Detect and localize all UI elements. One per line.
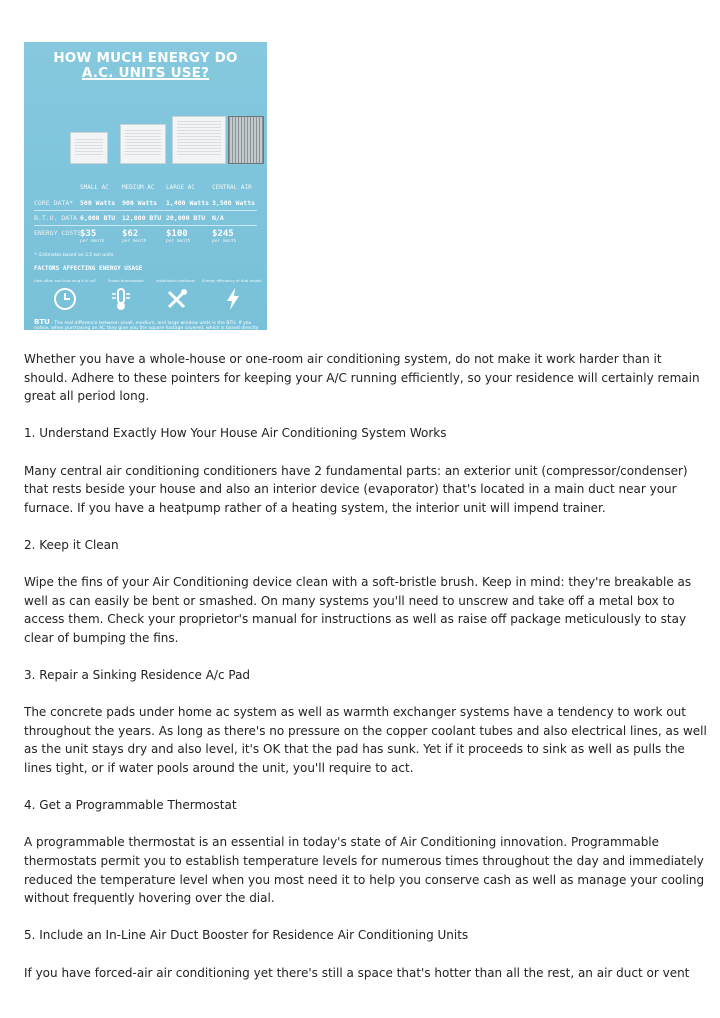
row-divider (34, 210, 257, 211)
large-ac-unit-icon (172, 116, 226, 164)
clock-icon (52, 286, 78, 312)
central-air-unit-icon (228, 116, 264, 164)
medium-ac-unit-icon (120, 124, 166, 164)
paragraph: The concrete pads under home ac system as well as warmth exchanger systems have a tendency to work out throughout the years. As long as there's no pressure on the copper coolant tubes and also electrical lines, as well as the unit stays dry and also level, it's OK that the pad has sunk. Yet if it proceeds to sink as well as pulls the lines tight, or if water pools around the unit, you'll require to act. (24, 705, 707, 776)
row-value: 6,000 BTU (80, 214, 116, 222)
factor-label: Installation methods (156, 278, 195, 283)
row-value: $245 per month (212, 229, 237, 244)
row-value: $35 per month (80, 229, 105, 244)
column-header-small: SMALL AC (80, 184, 109, 191)
factor-label: How often and how long it is on? (34, 278, 97, 283)
row-value: 12,000 BTU (122, 214, 162, 222)
lightning-icon (220, 286, 246, 312)
footnote-btu: BTU - The real difference between small, medium, and large window units is the BTU. If you notice, when purchasing an AC they give you the square footage covered, which is based directly (34, 318, 259, 330)
small-ac-unit-icon (70, 132, 108, 164)
factors-title: FACTORS AFFECTING ENERGY USAGE (34, 265, 143, 272)
row-label: ENERGY COSTS (34, 229, 81, 237)
infographic-title-line2: A.C. UNITS USE? (81, 65, 210, 81)
row-value: 3,500 Watts (212, 199, 256, 207)
ac-energy-infographic (24, 42, 267, 330)
paragraph: If you have forced-air air conditioning yet there's still a space that's hotter than all the rest, an air duct or vent (24, 965, 690, 980)
estimate-note: *- Estimates based on 3.5 ton units (34, 253, 114, 258)
row-divider (34, 225, 257, 226)
intro-paragraph: Whether you have a whole-house or one-room air conditioning system, do not make it work harder than it should. Adhere to these pointers for keeping your A/C running efficiently, so your residence will certainly remain great all period long. (24, 352, 700, 404)
row-label: CORE DATA* (34, 199, 74, 207)
paragraph: A programmable thermostat is an essential in today's state of Air Conditioning innovation. Programmable thermostats permit you to establish temperature levels for numerous times throughout the day and immediately reduced the temperature level when you most need it to help you conserve cash as well as manage your cooling without frequently hovering over the dial. (24, 835, 705, 906)
tools-icon (164, 286, 190, 312)
section-heading: 4. Get a Programmable Thermostat (24, 798, 237, 813)
column-header-large: LARGE AC (166, 184, 195, 191)
row-value: 20,000 BTU (166, 214, 206, 222)
row-label: B.T.U. DATA (34, 214, 78, 222)
infographic-title (24, 51, 267, 81)
row-value: N/A (212, 214, 224, 222)
ac-unit-illustrations (24, 108, 267, 180)
column-header-medium: MEDIUM AC (122, 184, 155, 191)
factor-label: Energy efficiency of that model (202, 278, 262, 283)
section-heading: 3. Repair a Sinking Residence A/c Pad (24, 668, 251, 683)
column-header-central: CENTRAL AIR (212, 184, 252, 191)
section-heading: 5. Include an In-Line Air Duct Booster for Residence Air Conditioning Units (24, 928, 469, 943)
row-value: 500 Watts (80, 199, 116, 207)
paragraph: Wipe the fins of your Air Conditioning device clean with a soft-bristle brush. Keep in mind: they're breakable as well as can easily be bent or smashed. On many systems you'll need to unscrew and take off a metal box to access them. Check your proprietor's manual for instructions as well as raise off package meticulously to stay clear of bumping the fins. (24, 575, 692, 645)
factor-label: Smart thermostats (108, 278, 144, 283)
row-value: 900 Watts (122, 199, 158, 207)
section-heading: 1. Understand Exactly How Your House Air Conditioning System Works (24, 426, 447, 441)
section-heading: 2. Keep it Clean (24, 537, 119, 552)
row-value: $62 per month (122, 229, 147, 244)
row-value: $100 per month (166, 229, 191, 244)
row-value: 1,400 Watts (166, 199, 210, 207)
paragraph: Many central air conditioning conditioners have 2 fundamental parts: an exterior unit (compressor/condenser) that rests beside your house and also an interior device (evaporator) that's located in a main duct near your furnace. If you have a heatpump rather of a heating system, the interior unit will impend trainer. (24, 463, 688, 515)
thermometer-icon (108, 286, 134, 312)
infographic-title-line1: HOW MUCH ENERGY DO (53, 50, 238, 66)
article-body (24, 350, 708, 1001)
